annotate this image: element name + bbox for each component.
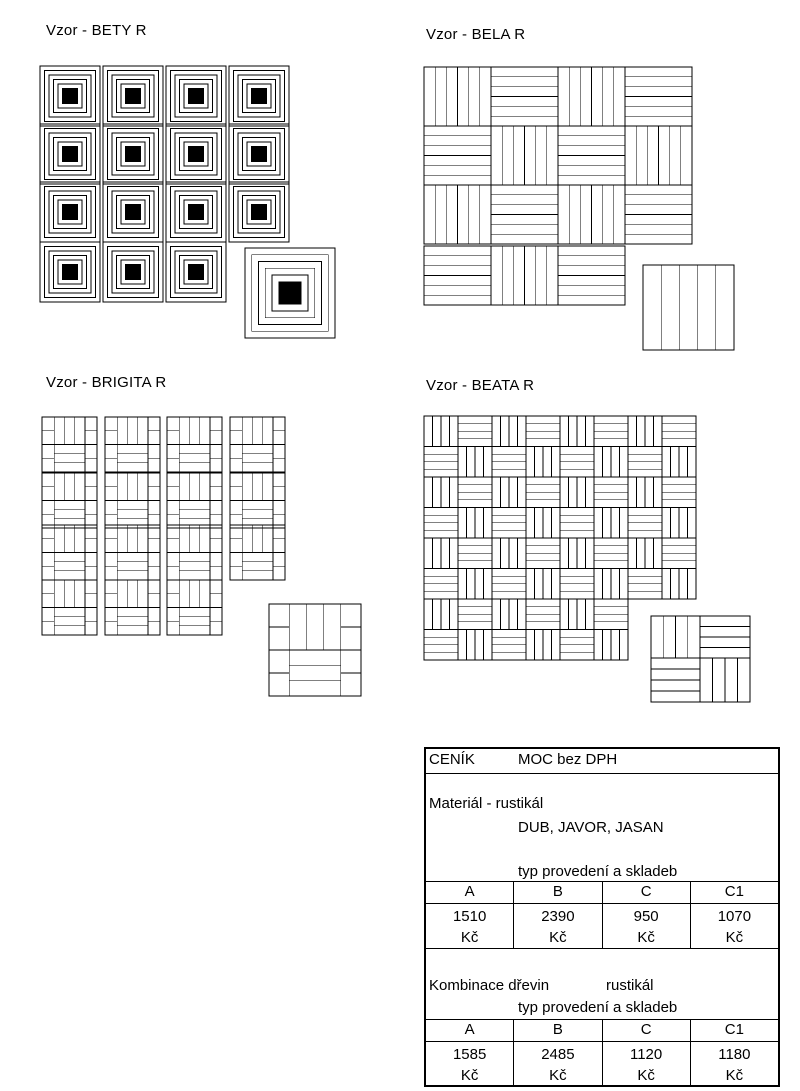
- price-list-label: CENÍK: [429, 751, 475, 768]
- price-cell: [514, 904, 602, 948]
- combination-label: Kombinace dřevin: [429, 977, 550, 994]
- price-columns-1: [426, 881, 778, 903]
- price-cell: [514, 1042, 602, 1087]
- price-values-1: [426, 903, 778, 949]
- currency: Kč: [549, 1067, 567, 1084]
- price-value: 1585: [452, 1046, 487, 1063]
- price-value: 2390: [541, 908, 575, 925]
- type-label-2: typ provedení a skladeb: [518, 999, 678, 1016]
- column-a: A: [426, 1020, 514, 1041]
- price-value: 1510: [452, 908, 487, 925]
- currency: Kč: [460, 1067, 479, 1084]
- currency: Kč: [725, 929, 744, 946]
- pattern-title-brigita: Vzor - BRIGITA R: [46, 374, 167, 391]
- price-values-2: [426, 1041, 778, 1087]
- currency: Kč: [725, 1067, 744, 1084]
- price-value: 1120: [629, 1046, 663, 1063]
- price-cell: [426, 1042, 514, 1087]
- price-value: 950: [633, 908, 659, 925]
- price-cell: [691, 904, 778, 948]
- currency: Kč: [460, 929, 479, 946]
- wood-types: DUB, JAVOR, JASAN: [518, 819, 664, 836]
- price-cell: [603, 1042, 691, 1087]
- price-table-header: [426, 749, 778, 774]
- column-b: B: [514, 882, 602, 903]
- column-c1: C1: [724, 1021, 744, 1038]
- column-c: C: [603, 882, 691, 903]
- currency: Kč: [549, 929, 567, 946]
- column-c: C: [603, 1020, 691, 1041]
- combination-grade: rustikál: [606, 977, 654, 994]
- type-label-1: typ provedení a skladeb: [518, 863, 678, 880]
- column-b: B: [514, 1020, 602, 1041]
- pattern-title-bela: Vzor - BELA R: [426, 26, 526, 43]
- price-value: 2485: [541, 1046, 575, 1063]
- column-a: A: [426, 882, 514, 903]
- column-c1: C1: [724, 883, 744, 900]
- price-value: 1070: [717, 908, 752, 925]
- currency: Kč: [637, 929, 655, 946]
- price-basis-label: MOC bez DPH: [518, 751, 618, 768]
- material-label: Materiál - rustikál: [429, 795, 544, 812]
- pattern-title-bety: Vzor - BETY R: [46, 22, 147, 39]
- price-value: 1180: [718, 1046, 751, 1063]
- price-table: [424, 747, 780, 1087]
- pattern-title-beata: Vzor - BEATA R: [426, 377, 535, 394]
- price-cell: [426, 904, 514, 948]
- price-columns-2: [426, 1019, 778, 1041]
- price-cell: [691, 1042, 778, 1087]
- price-cell: [603, 904, 691, 948]
- currency: Kč: [637, 1067, 655, 1084]
